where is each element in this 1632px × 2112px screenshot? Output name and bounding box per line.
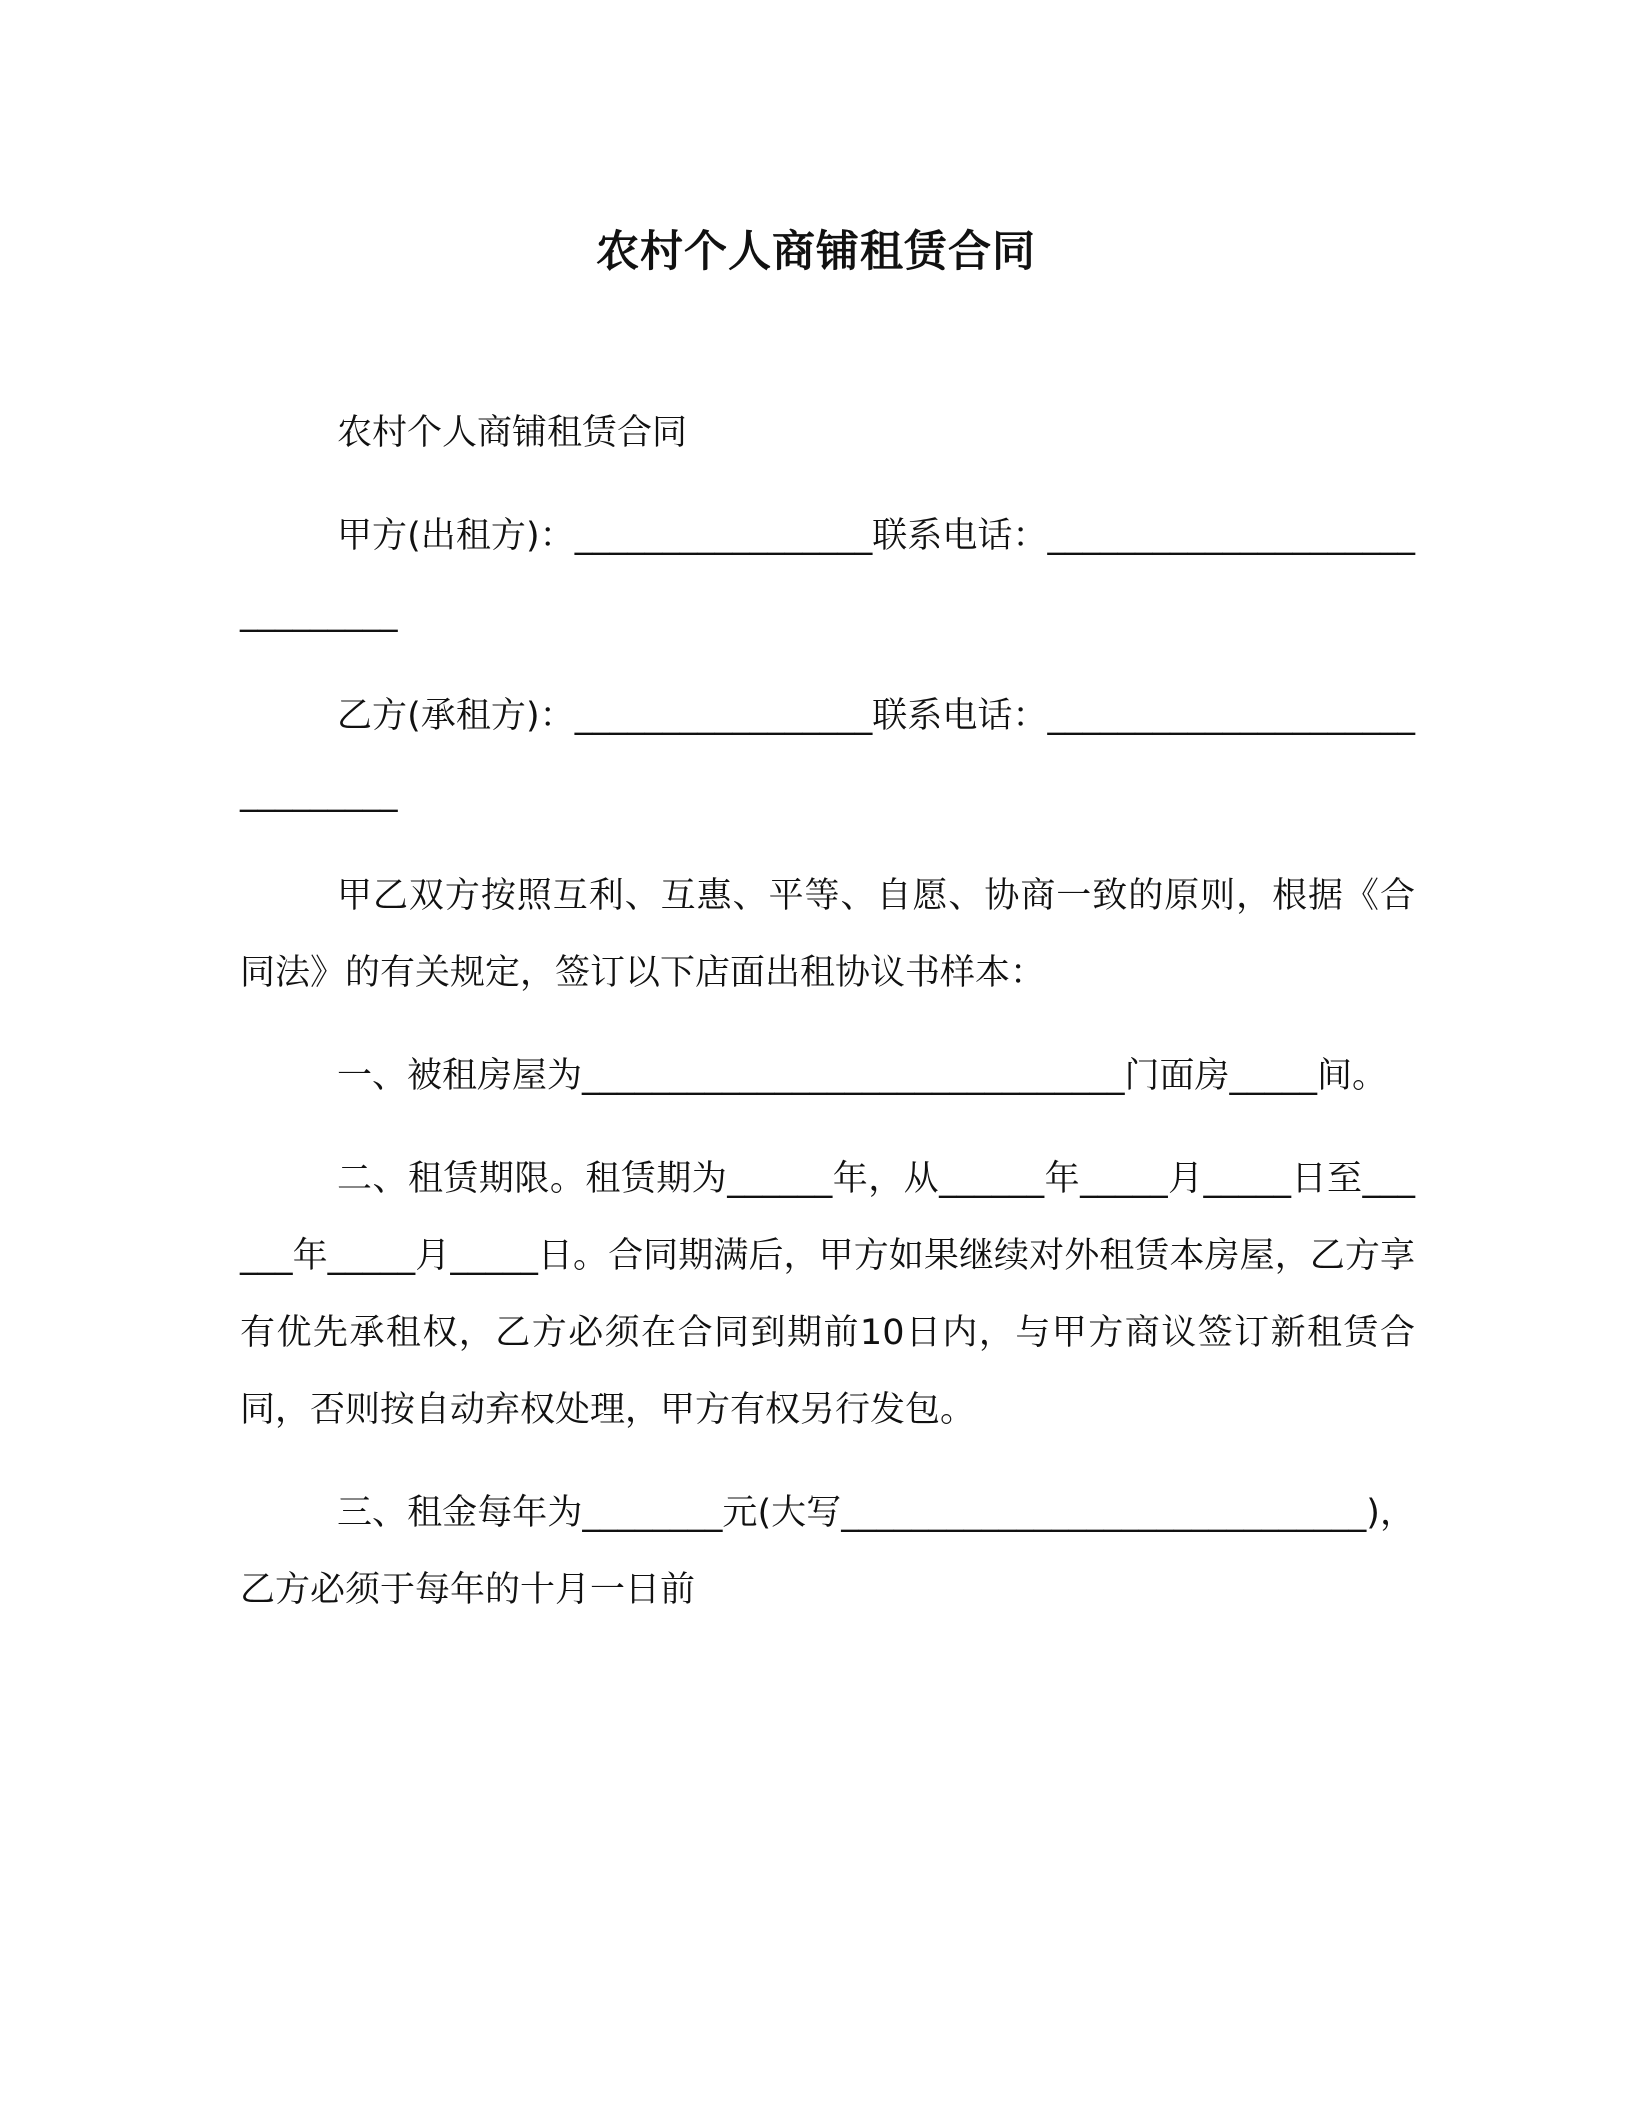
- paragraph-party-b: 乙方(承租方)：_________________联系电话：______________________________: [240, 696, 1415, 813]
- paragraph-clause-1: 一、被租房屋为_______________________________门面房_____间。: [337, 1056, 1388, 1096]
- paragraph-heading: 农村个人商铺租赁合同: [337, 413, 688, 453]
- paragraph-clause-3: 三、租金每年为________元(大写______________________________)，乙方必须于每年的十月一日前: [240, 1493, 1415, 1610]
- paragraph-preamble: 甲乙双方按照互利、互惠、平等、自愿、协商一致的原则，根据《合同法》的有关规定，签订以下店面出租协议书样本：: [240, 876, 1415, 993]
- paragraph-party-a: 甲方(出租方)：_________________联系电话：______________________________: [240, 516, 1415, 633]
- document-title: 农村个人商铺租赁合同: [596, 227, 1036, 277]
- paragraph-clause-2: 二、租赁期限。租赁期为______年，从______年_____月_____日至______年_____月_____日。合同期满后，甲方如果继续对外租赁本房屋，乙方享有优先承租权，乙方必须在合同到期前10日内，与甲方商议签订新租赁合同，否则按自动弃权处理，甲方有权另行发包。: [240, 1159, 1415, 1430]
- document-body: [240, 395, 1415, 1655]
